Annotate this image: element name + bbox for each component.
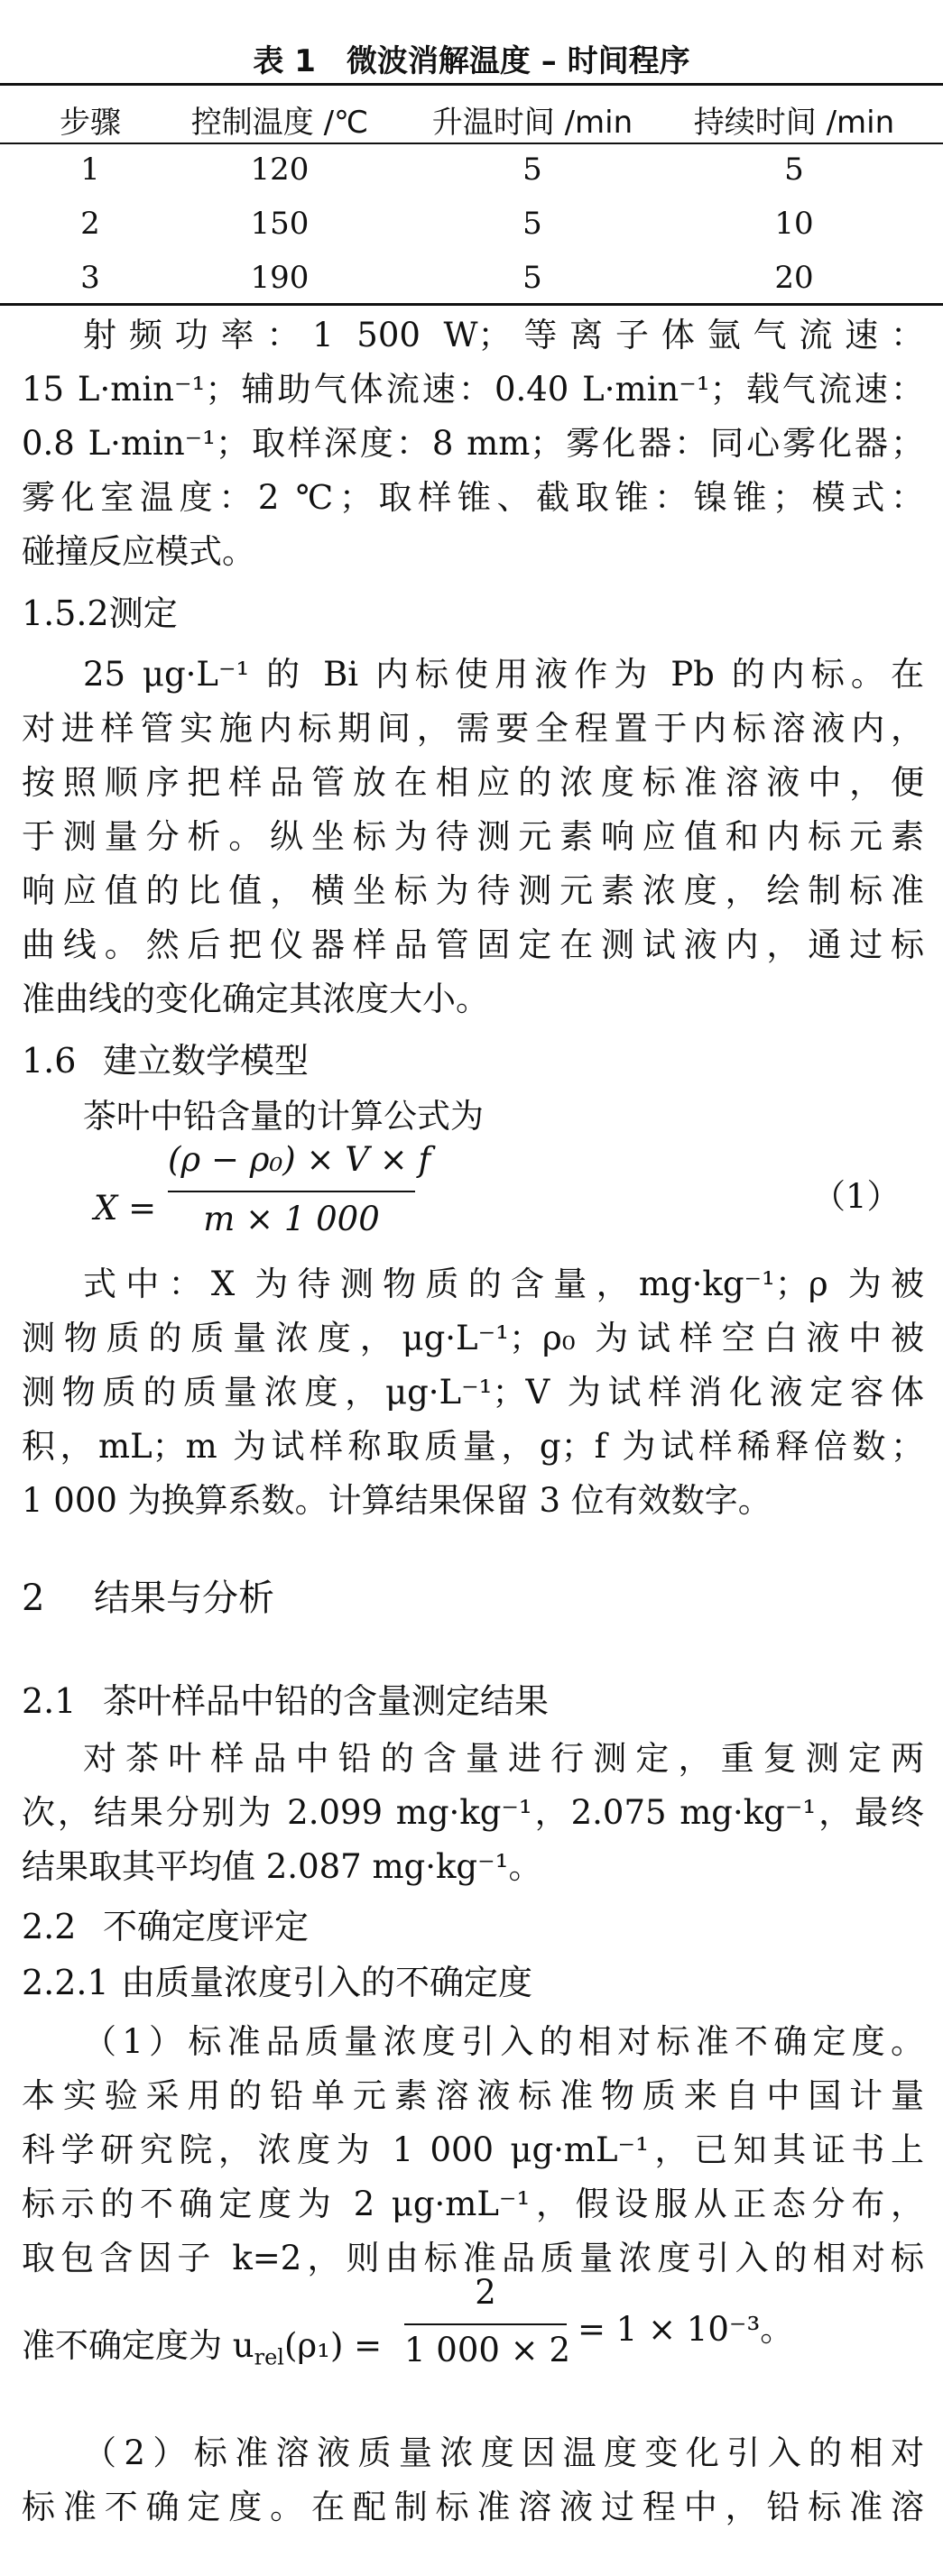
result-line: 次，结果分别为 2.099 mg·kg⁻¹，2.075 mg·kg⁻¹，最终: [22, 1793, 924, 1832]
result-line: 对茶叶样品中铅的含量进行测定，重复测定两: [83, 1739, 924, 1778]
section-heading-2: 2 结果与分析: [22, 1578, 274, 1619]
measure-line: 于测量分析。纵坐标为待测元素响应值和内标元素: [22, 817, 924, 856]
table-cell: 1: [80, 152, 100, 188]
equation-number: （1）: [812, 1177, 901, 1216]
last-line: 标准不确定度。在配制标准溶液过程中，铅标准溶: [22, 2488, 924, 2526]
uncertainty-line: 标示的不确定度为 2 μg·mL⁻¹，假设服从正态分布，: [22, 2185, 924, 2223]
table-cell: 5: [522, 152, 542, 188]
where-line: 测物质的质量浓度，μg·L⁻¹；ρ₀ 为试样空白液中被: [22, 1319, 924, 1357]
uncertainty-line: 本实验采用的铅单元素溶液标准物质来自中国计量: [22, 2076, 924, 2115]
last-line: （2）标准溶液质量浓度因温度变化引入的相对: [83, 2433, 924, 2472]
section-heading-2-2: 2.2 不确定度评定: [22, 1907, 310, 1946]
measure-line: 准曲线的变化确定其浓度大小。: [22, 980, 489, 1018]
section-heading-1-6: 1.6 建立数学模型: [22, 1041, 310, 1081]
table-cell: 3: [80, 260, 100, 296]
table-cell: 190: [250, 260, 310, 296]
measure-line: 25 μg·L⁻¹ 的 Bi 内标使用液作为 Pb 的内标。在: [83, 655, 924, 694]
table-title: 表 1 微波消解温度 – 时间程序: [253, 43, 690, 79]
table-top-rule: [0, 83, 943, 86]
table-cell: 20: [774, 260, 814, 296]
formula-lhs: X =: [94, 1189, 157, 1228]
urel-prefix: 准不确定度为 u: [22, 2326, 254, 2365]
formula-denominator: m × 1 000: [203, 1200, 380, 1238]
formula-numerator: (ρ − ρ₀) × V × f: [168, 1140, 431, 1179]
measure-line: 曲线。然后把仪器样品管固定在测试液内，通过标: [22, 925, 924, 964]
table-header-rule: [0, 143, 943, 144]
measure-line: 按照顺序把样品管放在相应的浓度标准溶液中，便: [22, 763, 924, 802]
uncertainty-line: 取包含因子 k=2，则由标准品质量浓度引入的相对标: [22, 2239, 924, 2277]
table-cell: 5: [522, 206, 542, 242]
params-line: 0.8 L·min⁻¹；取样深度：8 mm；雾化器：同心雾化器；: [22, 424, 924, 463]
urel-denominator: 1 000 × 2: [404, 2331, 570, 2369]
table-header-step: 步骤: [60, 105, 121, 141]
measure-line: 响应值的比值，横坐标为待测元素浓度，绘制标准: [22, 871, 924, 910]
where-line: 1 000 为换算系数。计算结果保留 3 位有效数字。: [22, 1481, 772, 1520]
table-bottom-rule: [0, 303, 943, 306]
table-header-temp: 控制温度 /℃: [190, 105, 369, 141]
params-line: 碰撞反应模式。: [22, 532, 255, 571]
urel-line: [22, 2318, 382, 2369]
table-header-ramp: 升温时间 /min: [431, 105, 633, 141]
section-heading-2-1: 2.1 茶叶样品中铅的含量测定结果: [22, 1681, 550, 1721]
where-line: 积，mL；m 为试样称取质量，g；f 为试样稀释倍数；: [22, 1427, 924, 1466]
table-cell: 5: [784, 152, 804, 188]
table-cell: 2: [80, 206, 100, 242]
uncertainty-line: （1）标准品质量浓度引入的相对标准不确定度。: [83, 2022, 924, 2061]
uncertainty-line: 科学研究院，浓度为 1 000 μg·mL⁻¹，已知其证书上: [22, 2130, 924, 2169]
table-cell: 120: [250, 152, 310, 188]
table-cell: 5: [522, 260, 542, 296]
table-cell: 150: [250, 206, 310, 242]
section-heading-1-5-2: 1.5.2测定: [22, 593, 178, 633]
table-cell: 10: [774, 206, 814, 242]
table-header-hold: 持续时间 /min: [693, 105, 895, 141]
params-line: 15 L·min⁻¹；辅助气体流速：0.40 L·min⁻¹；载气流速：: [22, 370, 924, 409]
section-heading-2-2-1: 2.2.1 由质量浓度引入的不确定度: [22, 1963, 533, 2002]
where-line: 式中：X 为待测物质的含量，mg·kg⁻¹；ρ 为被: [83, 1265, 924, 1303]
urel-subscript: rel: [254, 2344, 284, 2370]
urel-fraction-bar: [404, 2323, 567, 2325]
params-line: 雾化室温度：2 ℃；取样锥、截取锥：镍锥；模式：: [22, 478, 924, 517]
result-line: 结果取其平均值 2.087 mg·kg⁻¹。: [22, 1847, 542, 1886]
params-line: 射频功率：1 500 W；等离子体氩气流速：: [83, 316, 924, 354]
where-line: 测物质的质量浓度，μg·L⁻¹；V 为试样消化液定容体: [22, 1373, 924, 1412]
measure-line: 对进样管实施内标期间，需要全程置于内标溶液内，: [22, 709, 924, 748]
formula-intro: 茶叶中铅含量的计算公式为: [83, 1097, 484, 1136]
formula-fraction-bar: [168, 1191, 415, 1192]
urel-arg: (ρ₁) =: [283, 2326, 383, 2365]
urel-result: = 1 × 10⁻³。: [578, 2310, 794, 2349]
urel-numerator: 2: [475, 2273, 496, 2312]
